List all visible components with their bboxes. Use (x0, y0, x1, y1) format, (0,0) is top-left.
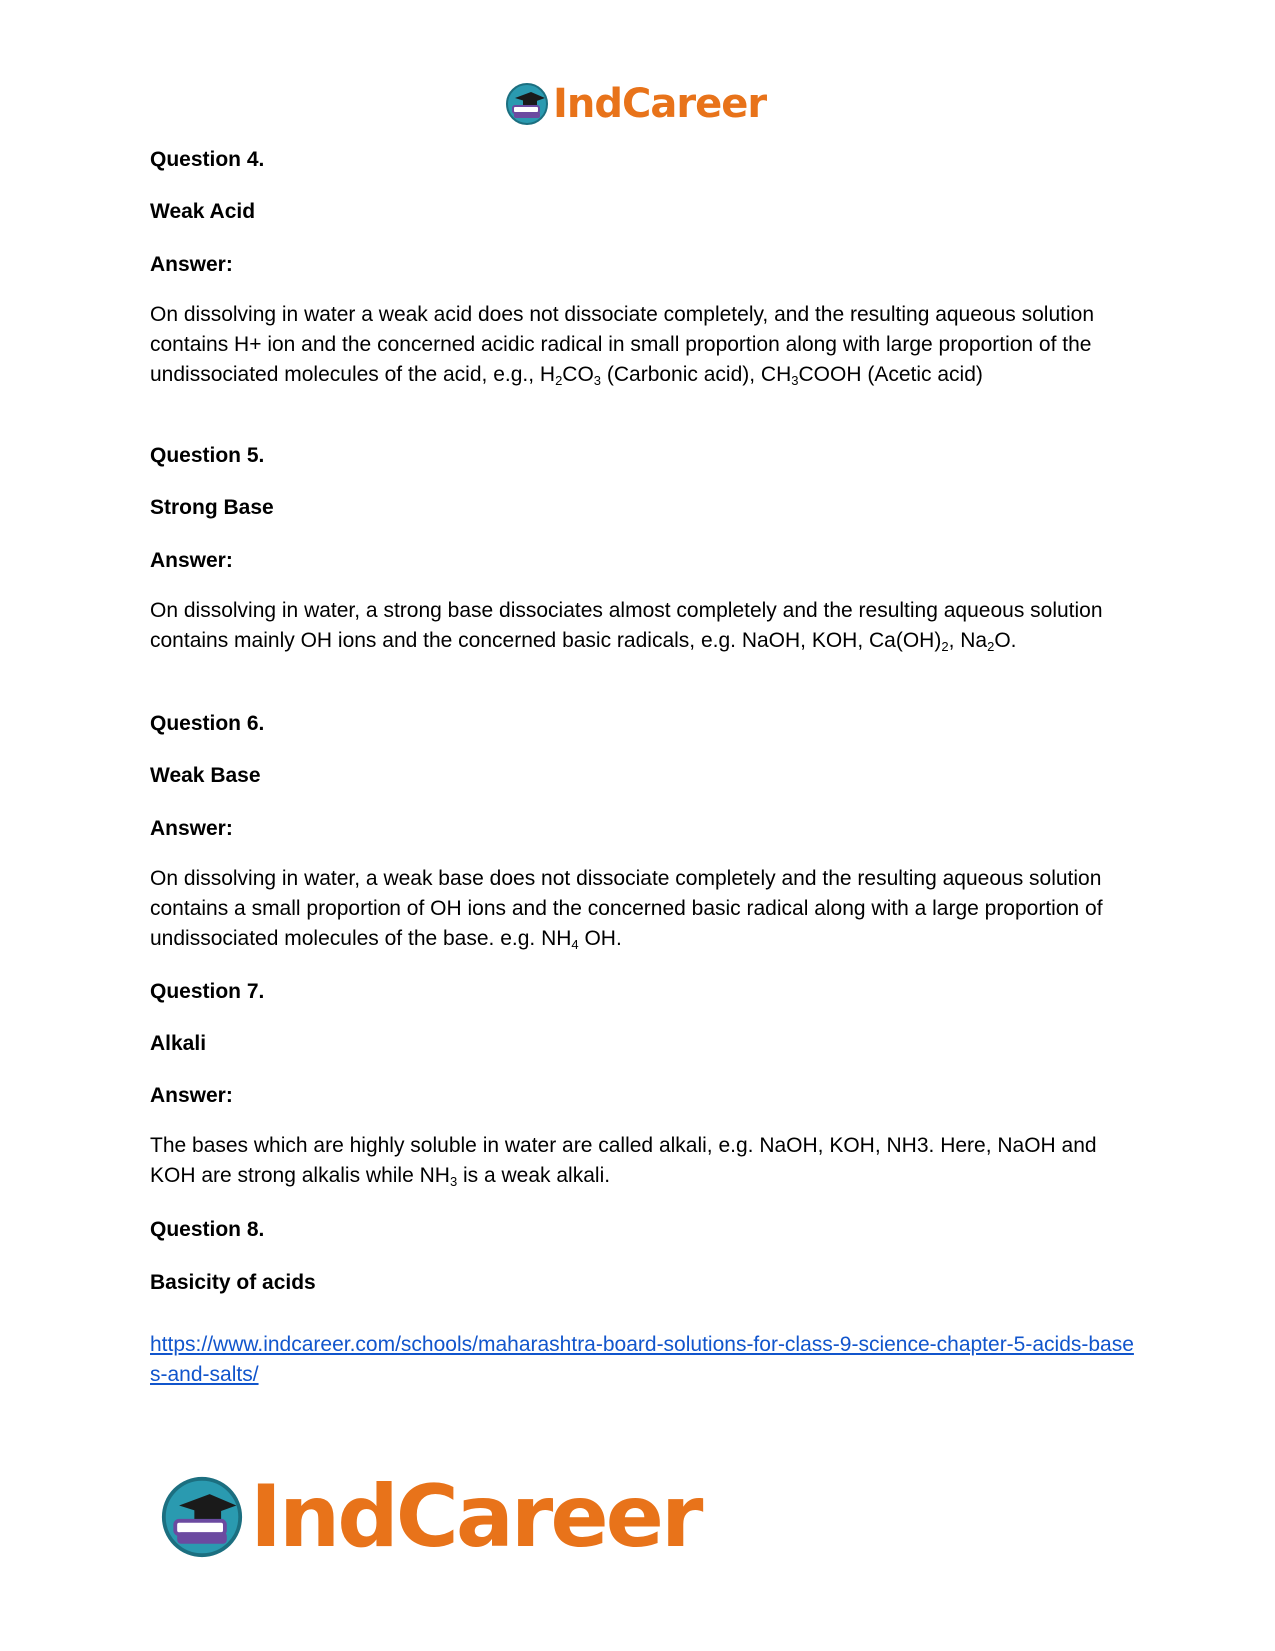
question-6-title: Weak Base (150, 764, 261, 787)
footer-logo-text: IndCareer (250, 1467, 701, 1567)
question-7-heading: Question 7. (150, 980, 265, 1003)
header-logo-text: IndCareer (553, 81, 767, 127)
question-7-answer-label: Answer: (150, 1084, 233, 1107)
question-5-answer-text: On dissolving in water, a strong base dissociates almost completely and the resulting aqueous solution contains mainly OH ions and the concerned basic radicals, e.g. NaOH, KOH, $Ca(OH)_2$, $Na_2O$. (150, 599, 1103, 654)
question-7-answer-text: The bases which are highly soluble in water are called alkali, e.g. NaOH, KOH, NH3. Here, NaOH and KOH are strong alkalis while $NH_3$ is a weak alkali. (150, 1134, 1097, 1189)
header-logo (505, 80, 766, 128)
question-5-title: Strong Base (150, 496, 274, 519)
question-6-answer-label: Answer: (150, 817, 233, 840)
question-4-heading: Question 4. (150, 148, 265, 171)
question-4-title: Weak Acid (150, 200, 256, 223)
question-8-heading: Question 8. (150, 1218, 265, 1241)
graduation-cap-book-icon (505, 82, 549, 126)
question-5-heading: Question 5. (150, 444, 265, 467)
question-6-answer-text: On dissolving in water, a weak base does not dissociate completely and the resulting aqueous solution contains a small proportion of OH ions and the concerned basic radical along with a large proportion of undissociated molecules of the base. e.g. $NH_4$ OH. (150, 867, 1103, 952)
source-url-link[interactable]: https://www.indcareer.com/schools/maharashtra-board-solutions-for-class-9-science-chapter-5-acids-bases-and-salts/ (150, 1333, 1134, 1386)
question-5-answer-label: Answer: (150, 549, 233, 572)
question-8-title: Basicity of acids (150, 1271, 316, 1294)
footer-logo (160, 1467, 701, 1567)
graduation-cap-book-icon (160, 1475, 244, 1559)
question-7-title: Alkali (150, 1032, 207, 1055)
question-4-answer-label: Answer: (150, 253, 233, 276)
question-6-heading: Question 6. (150, 712, 265, 735)
question-4-answer-text: On dissolving in water a weak acid does not dissociate completely, and the resulting aqueous solution contains H+ ion and the concerned acidic radical in small proportion along with large proportion of the undissociated molecules of the acid, e.g., $H_2CO_3$ (Carbonic acid), $CH_3COOH$ (Acetic acid) (150, 303, 1094, 388)
